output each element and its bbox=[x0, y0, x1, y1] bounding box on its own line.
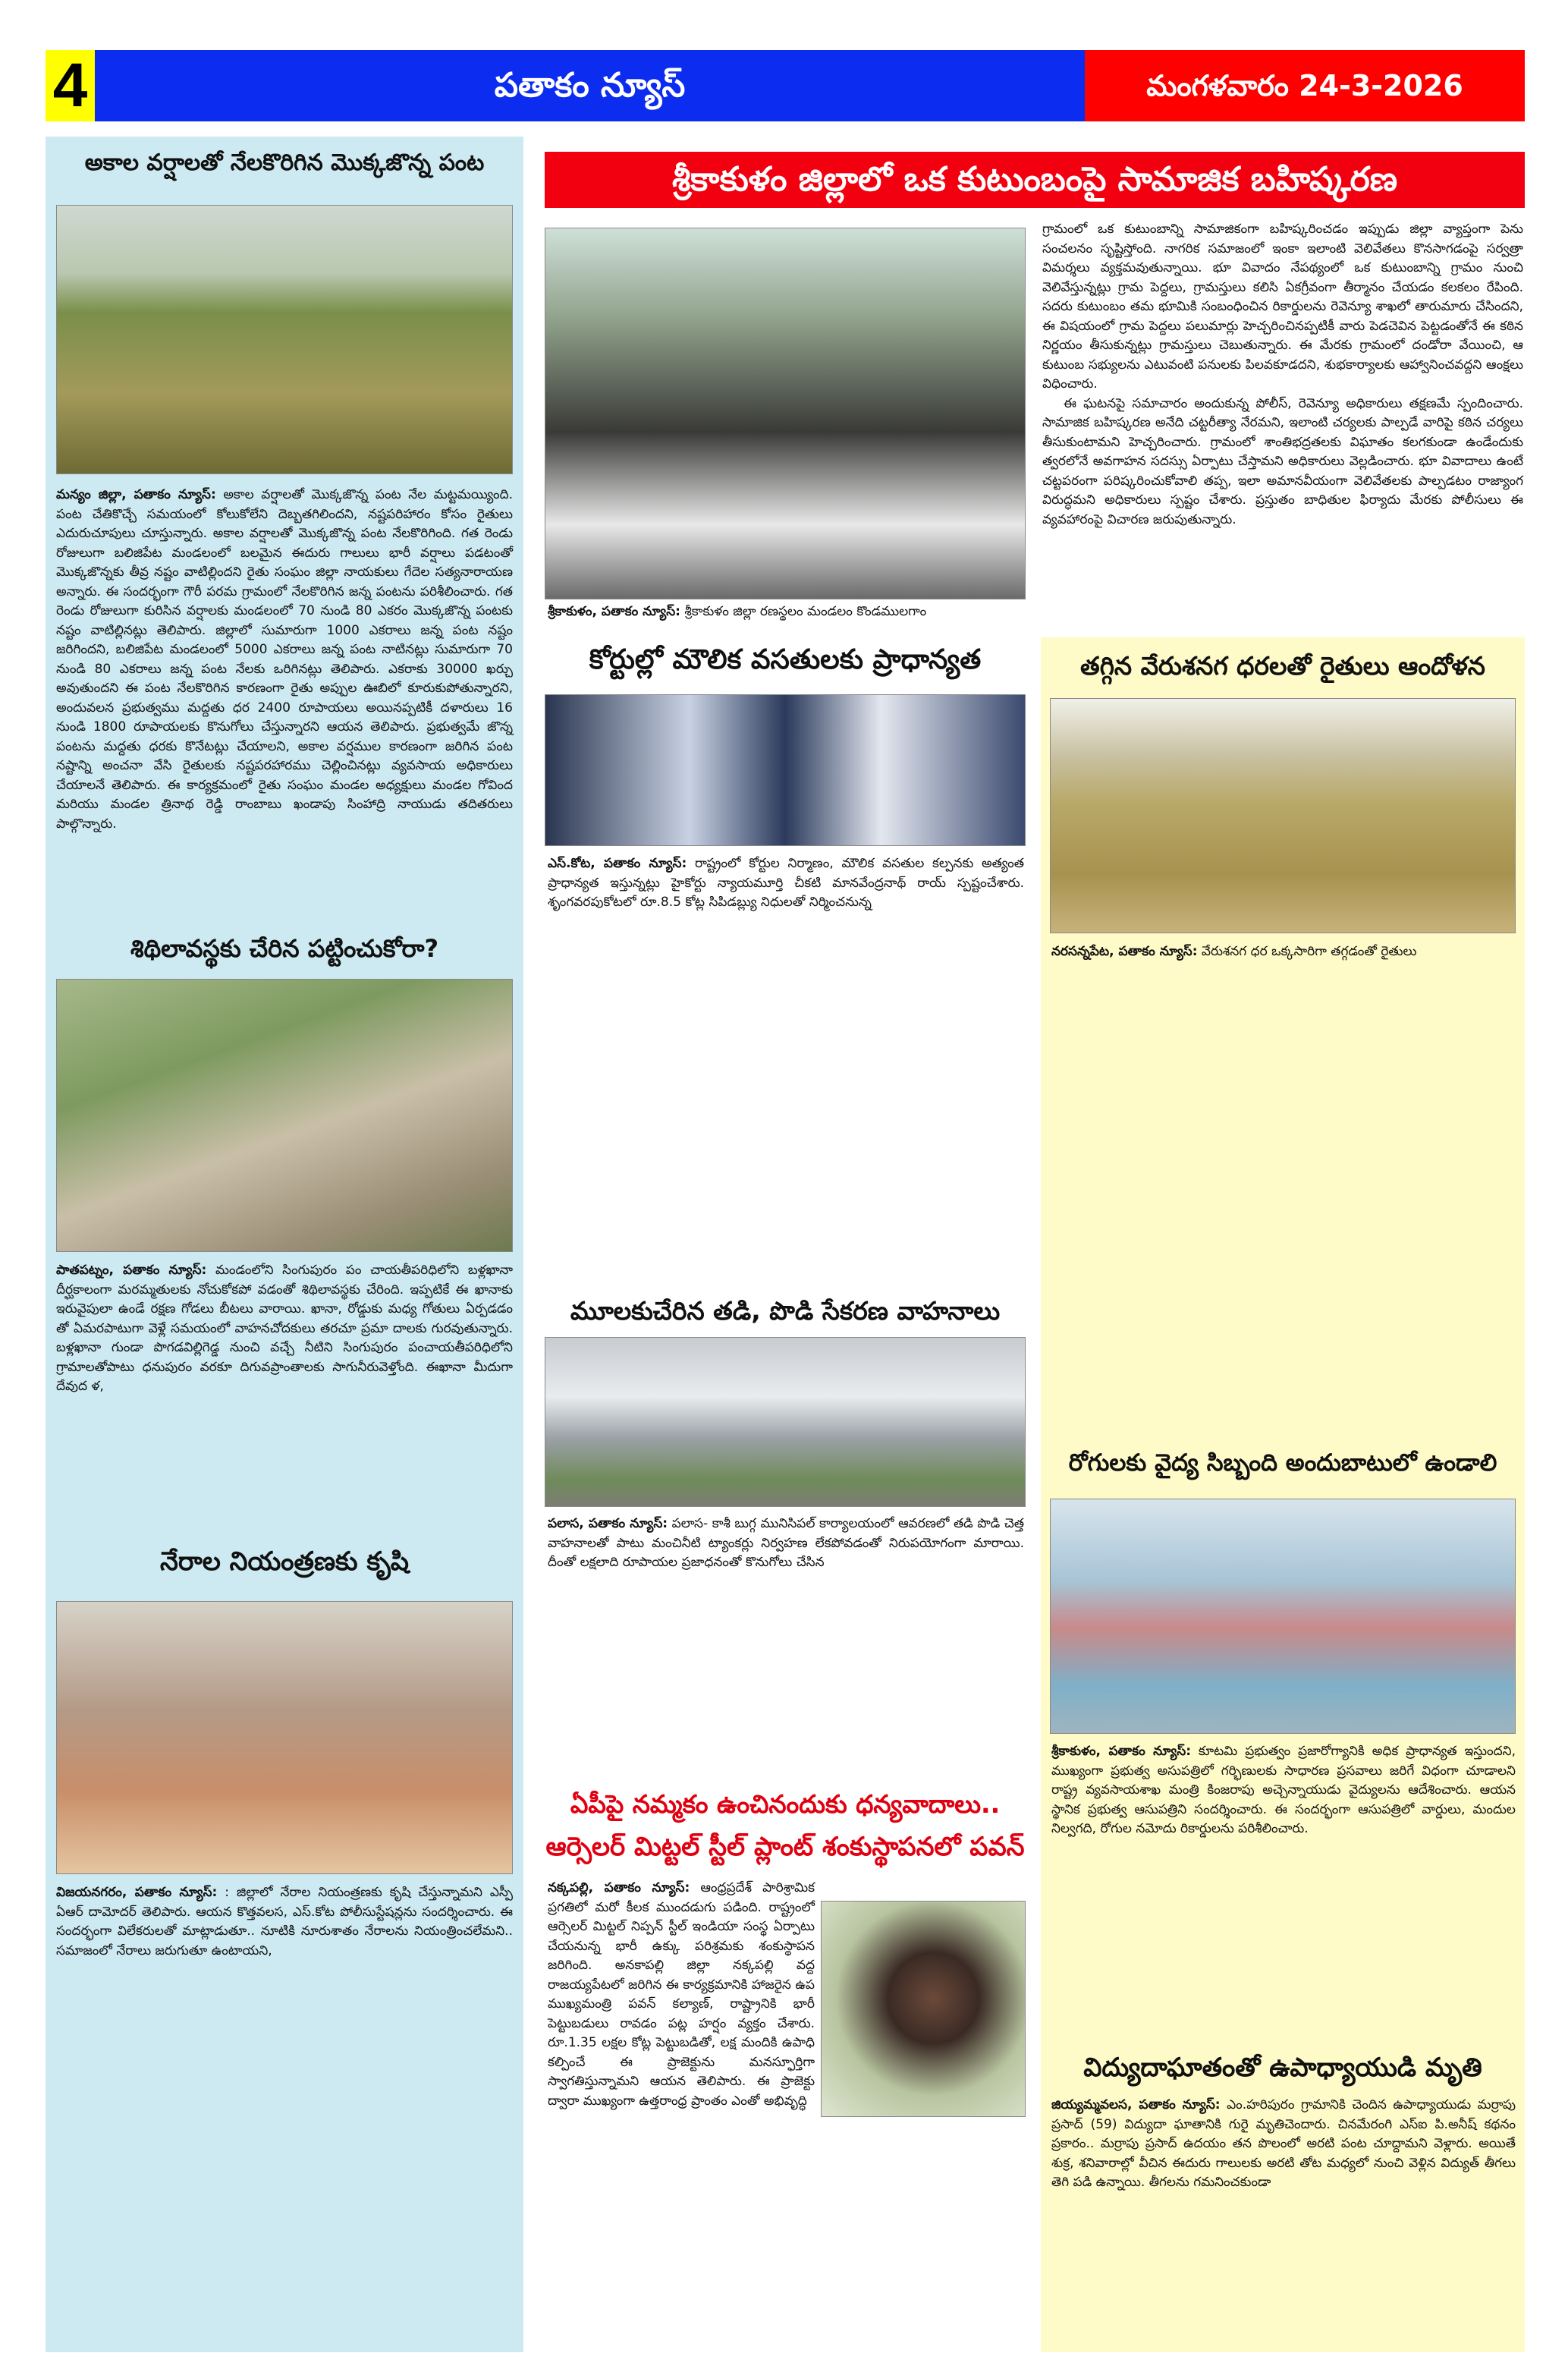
article-text: ఎం.హరిపురం గ్రామానికి చెందిన ఉపాధ్యాయుడు మర్రాపు ప్రసాద్ (59) విద్యుదా ఘాతానికి గురై మృతిచెందారు. చినమేరంగి ఎస్ఐ పి.అనీష్ కథనం ప్రకారం.. మర్రాపు ప్రసాద్ ఉదయం తన పొలంలో అరటి పంట చూద్దామని వెళ్లారు. అయితే శుక్ర, శనివారాల్లో వీచిన ఈదురు గాలులకు అరటి తోట మధ్యలో నుంచి వెళ్లిన విద్యుత్ తీగలు తెగి పడి ఉన్నాయి. తీగలను గమనించకుండా bbox=[1051, 2097, 1516, 2190]
article-text: కూటమి ప్రభుత్వం ప్రజారోగ్యానికి అధిక ప్రాధాన్యత ఇస్తుందని, ముఖ్యంగా ప్రభుత్వ అసుపత్రిలో గర్భిణులకు సాధారణ ప్రసవాలు జరిగే విధంగా చూడాలని రాష్ట్ర వ్యవసాయశాఖ మంత్రి కింజరాపు అచ్చెన్నాయుడు వైద్యులను ఆదేశించారు. ఆయన స్థానిక ప్రభుత్వ ఆసుపత్రిని సందర్శించారు. ఈ సందర్భంగా ఆసుపత్రిలో వార్డులు, మందుల నిల్వగది, రోగుల నమోదు రికార్డులను పరిశీలించారు. bbox=[1051, 1744, 1516, 1836]
headline-courts: కోర్టుల్లో మౌలిక వసతులకు ప్రాధాన్యత bbox=[589, 644, 982, 675]
photo-groundnut-drying bbox=[1050, 698, 1516, 933]
photo-waste-vehicles bbox=[545, 1337, 1026, 1507]
dateline: శ్రీకాకుళం, పతాకం న్యూస్: bbox=[1051, 1744, 1191, 1759]
article-text: మండంలోని సింగుపురం పం చాయతీపరిధిలోని బళ్లఖానా దీర్ఘకాలంగా మరమ్మతులకు నోచుకోకపో వడంతో శిథిలావస్థకు చేరింది. ఇప్పటికే ఈ ఖానాకు ఇరువైపులా ఉండే రక్షణ గోడలు బీటలు వారాయి. ఖానా, రోడ్డుకు మధ్య గోతులు ఏర్పడడం తో ఏమరపాటుగా వెళ్లే సమయంలో వాహనచోదకులు తరచూ ప్రమా దాలకు గురవుతున్నారు. బళ్లఖానా గుండా పొగడవిల్లిగెడ్డ నుంచి వచ్చే నీటిని సింగుపురం పంచాయతీపరిధిలోని గ్రామాలతోపాటు ధనుపురం వరకూ దిగువప్రాంతాలకు సాగునీరువెళ్తోంది. ఈఖానా మీదుగా దేవుద ళ, bbox=[56, 1263, 513, 1394]
article-text: గ్రామంలో ఒక కుటుంబాన్ని సామాజికంగా బహిష్కరించడం ఇప్పుడు జిల్లా వ్యాప్తంగా పెను సంచలనం సృష్టిస్తోంది. నాగరిక సమాజంలో ఇంకా ఇలాంటి వెలివేతలు కొనసాగడంపై సర్వత్రా విమర్శలు వ్యక్తమవుతున్నాయి. భూ వివాదం నేపథ్యంలో ఒక కుటుంబాన్ని గ్రామం నుంచి వెలివేస్తున్నట్లు గ్రామ పెద్దలు, గ్రామస్తులు కలిసి ఏకగ్రీవంగా తీర్మానం చేయడం కలకలం రేపింది. సదరు కుటుంబం తమ భూమికి సంబంధించిన రికార్డులను రెవెన్యూ శాఖలో తారుమారు చేసిందని, ఈ విషయంలో గ్రామ పెద్దలు పలుమార్లు హెచ్చరించినప్పటికీ వారు పెడచెవిన పెట్టడంతోనే ఈ కఠిన నిర్ణయం తీసుకున్నట్లు గ్రామస్తులు చెబుతున్నారు. ఈ మేరకు గ్రామంలో దండోరా వేయించి, ఆ కుటుంబ సభ్యులను ఎటువంటి పనులకు పిలవకూడదని, శుభకార్యాలకు ఆహ్వానించవద్దని ఆంక్షలు విధించారు. bbox=[1042, 222, 1523, 392]
article-culvert-body bbox=[56, 1261, 513, 1397]
photo-caption bbox=[548, 602, 1026, 621]
newspaper-title: పతాకం న్యూస్ bbox=[95, 50, 1085, 121]
headline-crime-control: నేరాల నియంత్రణకు కృషి bbox=[160, 1546, 409, 1577]
article-hospital-body bbox=[1051, 1742, 1516, 1839]
photo-village-meeting bbox=[545, 228, 1026, 599]
photo-pawan-kalyan bbox=[821, 1901, 1026, 2117]
headline-steel-line1: ఏపీపై నమ్మకం ఉంచినందుకు ధన్యవాదాలు.. bbox=[570, 1789, 1001, 1819]
dateline: ఎస్.కోట, పతాకం న్యూస్: bbox=[548, 856, 687, 871]
dateline: విజయనగరం, పతాకం న్యూస్: bbox=[56, 1885, 218, 1900]
headline-groundnut: తగ్గిన వేరుశనగ ధరలతో రైతులు ఆందోళన bbox=[1080, 651, 1485, 681]
article-text: రాష్ట్రంలో కోర్టుల నిర్మాణం, మౌలిక వసతుల కల్పనకు అత్యంత ప్రాధాన్యత ఇస్తున్నట్లు హైకోర్టు న్యాయమూర్తి చీకటి మానవేంద్రనాథ్ రాయ్ స్పష్టంచేశారు. శృంగవరపుకోటలో రూ.8.5 కోట్ల సిపిడబ్ల్యు నిధులతో నిర్మించనున్న bbox=[548, 856, 1024, 910]
dateline: జియ్యమ్మవలస, పతాకం న్యూస్: bbox=[1051, 2097, 1221, 2112]
article-crime-body bbox=[56, 1883, 513, 1961]
article-text: ఈ ఘటనపై సమాచారం అందుకున్న పోలీస్, రెవెన్యూ అధికారులు తక్షణమే స్పందించారు. సామాజిక బహిష్కరణ అనేది చట్టరీత్యా నేరమని, ఇలాంటి చర్యలకు పాల్పడే వారిపై కఠిన చర్యలు తీసుకుంటామని హెచ్చరించారు. గ్రామంలో శాంతిభద్రతలకు విఘాతం కలగకుండా ఉండేందుకు త్వరలోనే అవగాహన సదస్సు ఏర్పాటు చేస్తామని అధికారులు వెల్లడించారు. భూ వివాదాలు ఉంటే చట్టపరంగా పరిష్కరించుకోవాలి తప్ప, ఇలా అమానవీయంగా వెలివేతలకు పాల్పడటం రాజ్యాంగ విరుద్ధమని అధికారులు స్పష్టం చేశారు. ప్రస్తుతం బాధితుల ఫిర్యాదు మేరకు పోలీసులు ఈ వ్యవహారంపై విచారణ జరుపుతున్నారు. bbox=[1042, 395, 1523, 527]
dateline: పాతపట్నం, పతాకం న్యూస్: bbox=[56, 1263, 207, 1278]
lead-headline-social-boycott: శ్రీకాకుళం జిల్లాలో ఒక కుటుంబంపై సామాజిక బహిష్కరణ bbox=[545, 152, 1525, 208]
headline-electrocution: విద్యుదాఘాతంతో ఉపాధ్యాయుడి మృతి bbox=[1083, 2053, 1482, 2083]
dateline: మన్యం జిల్లా, పతాకం న్యూస్: bbox=[56, 487, 216, 502]
dateline: నక్కపల్లి, పతాకం న్యూస్: bbox=[548, 1880, 690, 1895]
article-text: అకాల వర్షాలతో మొక్కజొన్న పంట నేల మట్టమయ్యింది. పంట చేతికొచ్చే సమయంలో కోలుకోలేని దెబ్బతగిలిందని, నష్టపరిహారం కోసం రైతులు ఎదురుచూపులు చూస్తున్నారు. అకాల వర్షాలతో మొక్కజొన్న పంట నేలకొరిగింది. గత రెండు రోజులుగా బలిజిపేట మండలంలో బలమైన ఈదురు గాలులు భారీ వర్షాలు పడటంతో మొక్కజొన్నకు తీవ్ర నష్టం వాటిల్లిందని రైతు సంఘం జిల్లా నాయకులు గేదెల సత్యనారాయణ అన్నారు. ఈ సందర్భంగా గౌరీ పరమ గ్రామంలో నేలకొరిగిన జన్న పంటను పరిశీలించారు. గత రెండు రోజులుగా కురిసిన వర్షాలకు మండలంలో 70 నుండి 80 ఎకరం మొక్కజొన్న పంటకు నష్టం వాటిల్లినట్లు తెలిపారు. జిల్లాలో సుమారుగా 1000 ఎకరాలు జన్న పంట నష్టం జరిగిందని, బలిజిపేట మండలంలో 5000 ఎకరాలు జన్న పంట నాటినట్లు సుమారుగా 70 నుండి 80 ఎకరాలు జన్న పంట నేలకు ఒరిగినట్లు తెలిపారు. ఎకరాకు 30000 ఖర్చు అవుతుందని ఈ పంట నేలకొరిగిన కారణంగా రైతు అప్పుల ఊబిలో కూరుకుపోతున్నారని, అందువలన ప్రభుత్వము మద్దతు ధర 2400 రూపాయలు అయినప్పటికీ దళారులు 16 నుండి 1800 రూపాయలకు కొనుగోలు చేస్తున్నారని ఆయన తెలిపారు. ప్రభుత్వమే జొన్న పంటను మద్దతు ధరకు కొనేటట్లు చేయాలని, అకాల వర్షముల కారణంగా జరిగిన పంట నష్టాన్ని అంచనా వేసి రైతులకు నష్టపరహారము చెల్లించినట్లు వ్యవసాయ అధికారులు చేయాలనే తెలిపారు. ఈ కార్యక్రమంలో రైతు సంఘం మండల అధ్యక్షులు మండల గోవింద మరియు మండల త్రినాథ రెడ్డి రాంబాబు ఖండాపు సింహాద్రి నాయుడు తదితరులు పాల్గొన్నారు. bbox=[56, 487, 513, 832]
article-maize-body bbox=[56, 486, 513, 834]
headline-culvert: శిథిలావస్థకు చేరిన పట్టించుకోరా? bbox=[130, 934, 439, 963]
headline-maize-crop: అకాల వర్షాలతో నేలకొరిగిన మొక్కజొన్న పంట bbox=[84, 149, 485, 176]
headline-hospital: రోగులకు వైద్య సిబ్బంది అందుబాటులో ఉండాలి bbox=[1068, 1449, 1497, 1477]
photo-damaged-culvert bbox=[56, 979, 513, 1252]
headline-waste-vehicles: మూలకుచేరిన తడి, పొడి సేకరణ వాహనాలు bbox=[570, 1296, 1001, 1326]
article-text: : జిల్లాలో నేరాల నియంత్రణకు కృషి చేస్తున్నామని ఎస్పీ ఏఆర్ దామోదర్ తెలిపారు. ఆయన కొత్తవలస, ఎస్.కోట పోలీసుస్టేషన్లను సందర్శించారు. ఈ సందర్భంగా విలేకరులతో మాట్లాడుతూ.. నూటికి నూరుశాతం నేరాలను నియంత్రించలేమని.. సమాజంలో నేరాలు జరుగుతూ ఉంటాయని, bbox=[56, 1885, 514, 1958]
photo-police-station bbox=[56, 1601, 513, 1874]
article-text: పలాస- కాశీ బుగ్గ మునిసిపల్ కార్యాలయంలో ఆవరణలో తడి పొడి చెత్త వాహనాలతో పాటు మంచినీటి ట్యాంకర్లు నిర్వహణ లేకపోవడంతో నిరుపయోగంగా మారాయి. దీంతో లక్షలాది రూపాయల ప్రజాధనంతో కొనుగోలు చేసిన bbox=[548, 1516, 1024, 1570]
article-boycott-body bbox=[1042, 220, 1523, 530]
headline-steel-line2: ఆర్సెలర్ మిట్టల్ స్టీల్ ప్లాంట్ శంకుస్థాపనలో పవన్ bbox=[545, 1832, 1025, 1862]
article-vehicles-body bbox=[548, 1515, 1024, 1573]
article-groundnut-body bbox=[1051, 942, 1516, 962]
photo-hospital-visit bbox=[1050, 1499, 1516, 1734]
article-steel-body bbox=[548, 1879, 815, 2111]
article-electrocution-body bbox=[1051, 2096, 1516, 2193]
article-courts-body bbox=[548, 854, 1024, 913]
photo-court-event bbox=[545, 694, 1026, 846]
caption-text: శ్రీకాకుళం జిల్లా రణస్థలం మండలం కొండములగాం bbox=[680, 604, 927, 619]
page-number: 4 bbox=[46, 50, 95, 121]
article-text: ఆంధ్రప్రదేశ్ పారిశ్రామిక ప్రగతిలో మరో కీలక ముందడుగు పడింది. రాష్ట్రంలో ఆర్సెలర్ మిట్టల్ నిప్పన్ స్టీల్ ఇండియా సంస్థ ఏర్పాటు చేయనున్న భారీ ఉక్కు పరిశ్రమకు శంకుస్థాపన జరిగింది. అనకాపల్లి జిల్లా నక్కపల్లి వద్ద రాజయ్యపేటలో జరిగిన ఈ కార్యక్రమానికి హాజరైన ఉప ముఖ్యమంత్రి పవన్ కల్యాణ్, రాష్ట్రానికి భారీ పెట్టుబడులు రావడం పట్ల హర్షం వ్యక్తం చేశారు. రూ.1.35 లక్షల కోట్ల పెట్టుబడితో, లక్ష మందికి ఉపాధి కల్పించే ఈ ప్రాజెక్టును మనస్ఫూర్తిగా స్వాగతిస్తున్నామని ఆయన తెలిపారు. ఈ ప్రాజెక్టు ద్వారా ముఖ్యంగా ఉత్తరాంధ్ర ప్రాంతం ఎంతో అభివృద్ధి bbox=[548, 1880, 815, 2109]
article-text: వేరుశనగ ధర ఒక్కసారిగా తగ్గడంతో రైతులు bbox=[1197, 944, 1417, 959]
dateline: నరసన్నపేట, పతాకం న్యూస్: bbox=[1051, 944, 1198, 959]
photo-maize-field bbox=[56, 205, 513, 474]
issue-date: మంగళవారం 24-3-2026 bbox=[1085, 50, 1525, 121]
dateline: పలాస, పతాకం న్యూస్: bbox=[548, 1516, 668, 1531]
dateline: శ్రీకాకుళం, పతాకం న్యూస్: bbox=[548, 604, 680, 619]
